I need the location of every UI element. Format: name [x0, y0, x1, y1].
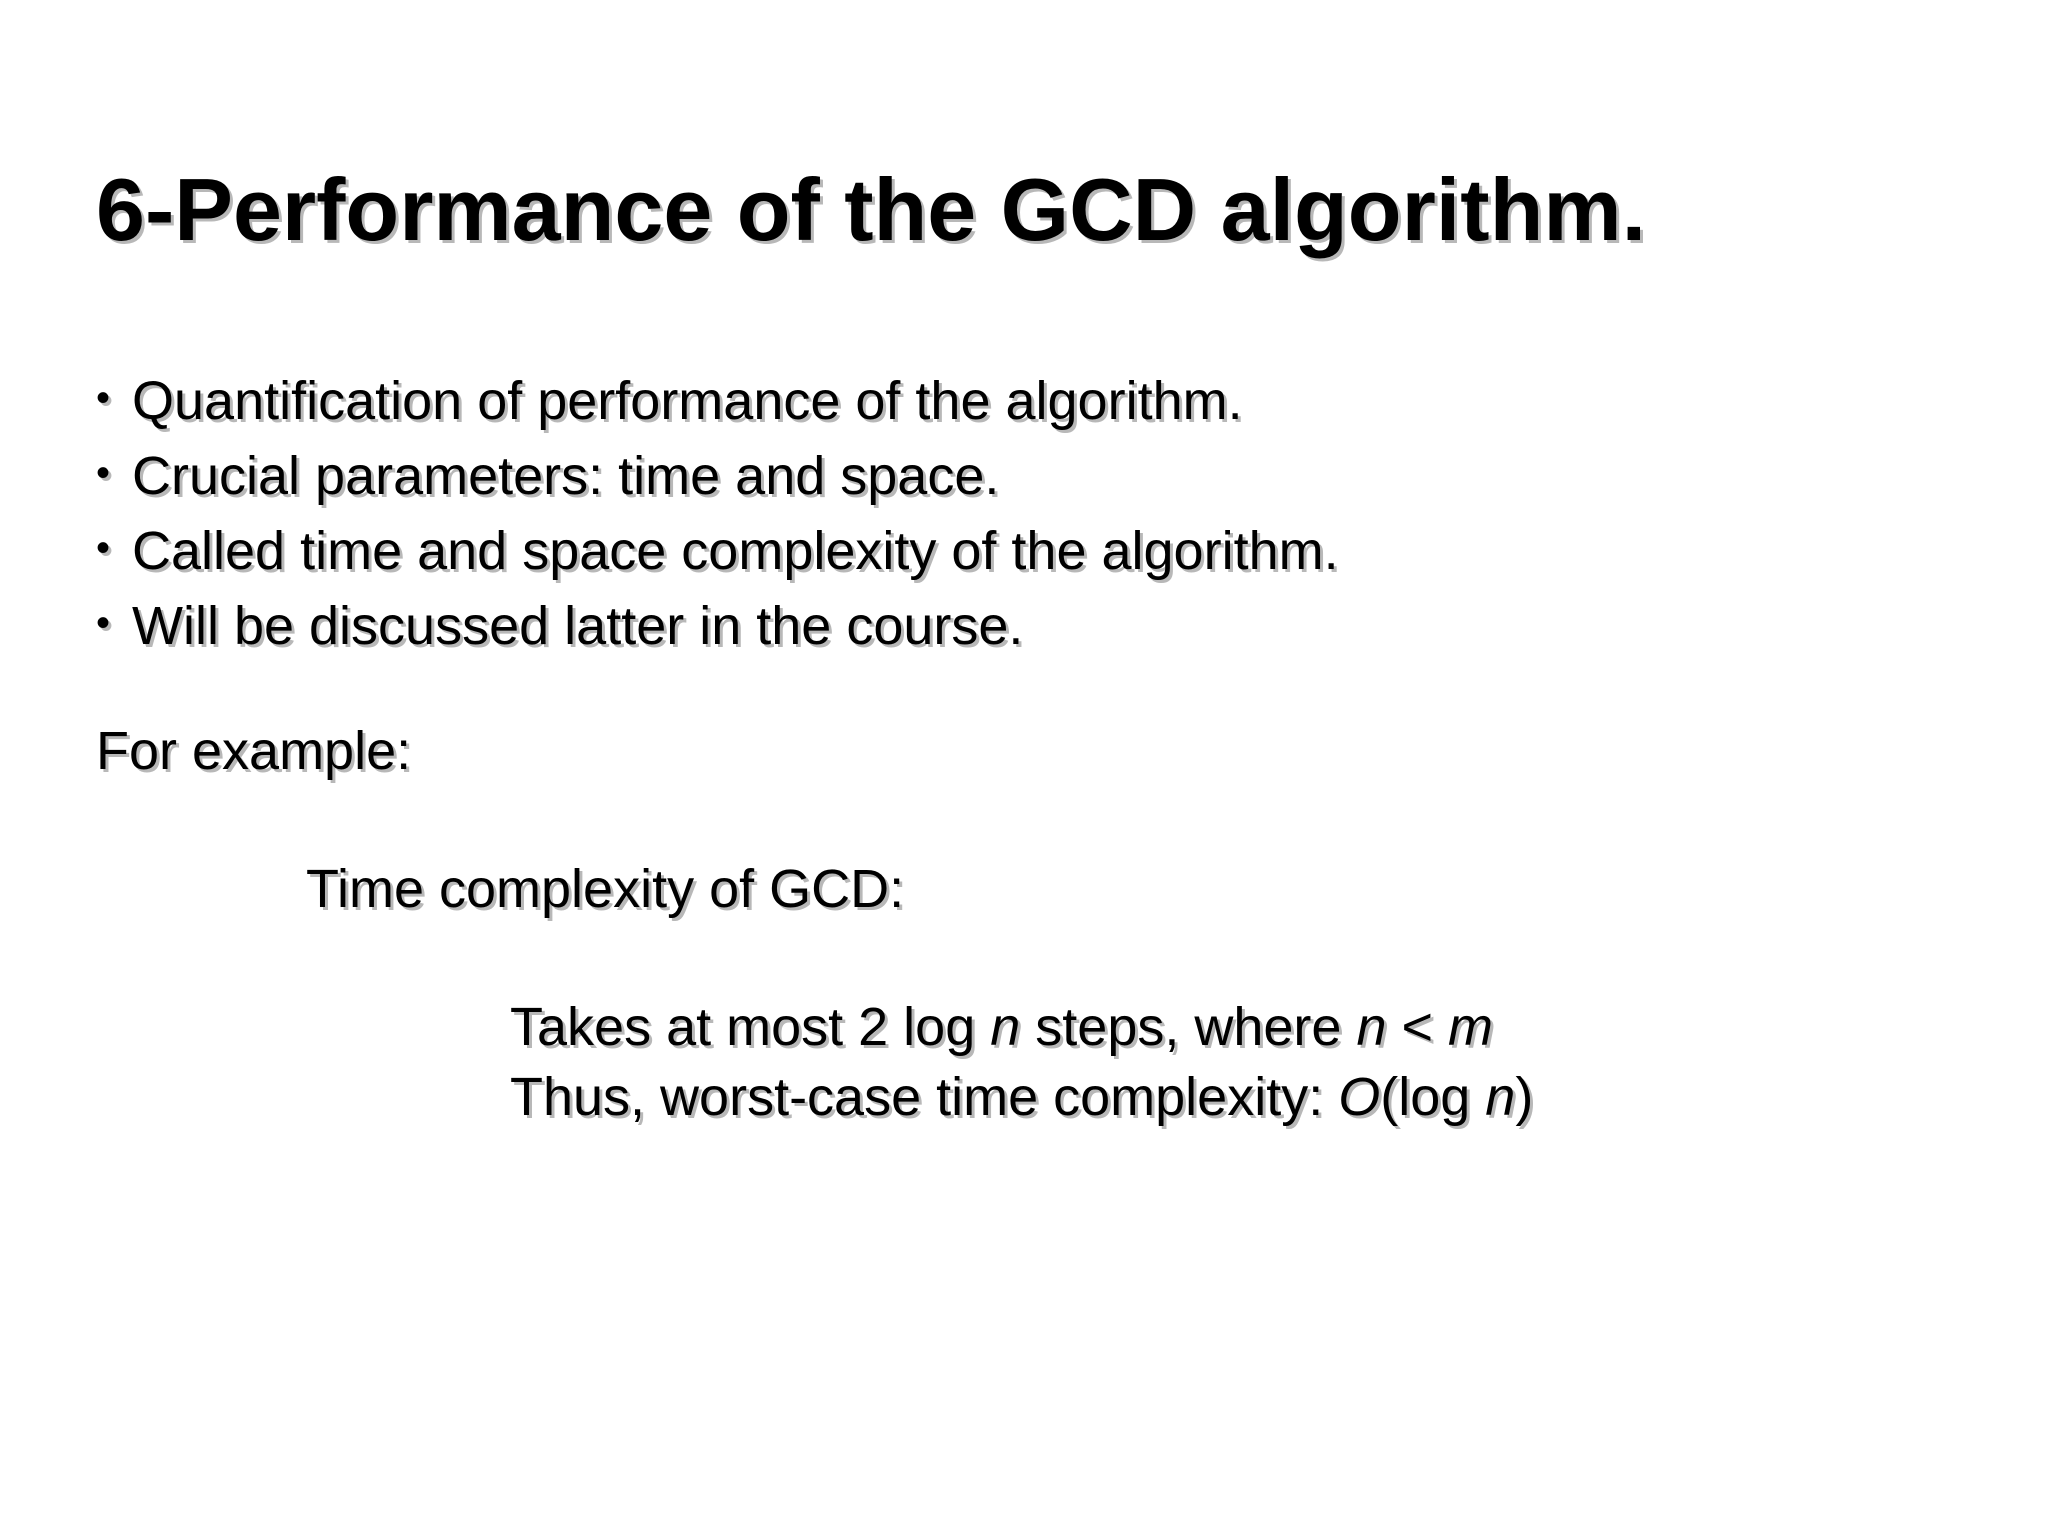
- bullet-item: [96, 591, 1339, 666]
- bullet-item: [96, 366, 1339, 441]
- bullet-text: Quantification of performance of the algorithm.: [132, 371, 1243, 431]
- text-fragment: Thus, worst-case time complexity:: [510, 1067, 1339, 1127]
- math-variable: O: [1338, 1067, 1381, 1127]
- text-fragment: steps, where: [1020, 997, 1357, 1057]
- bullet-text: Crucial parameters: time and space.: [132, 446, 1000, 506]
- bullet-text: Called time and space complexity of the algorithm.: [132, 521, 1339, 581]
- bullet-text: Will be discussed latter in the course.: [132, 596, 1024, 656]
- steps-statement: [510, 992, 1493, 1062]
- text-fragment: <: [1386, 997, 1449, 1057]
- bullet-dot-icon: •: [96, 451, 111, 495]
- bullet-item: [96, 516, 1339, 591]
- slide-title: 6-Performance of the GCD algorithm.: [96, 160, 1647, 259]
- worst-case-statement: [510, 1062, 1533, 1132]
- math-variable: n: [1356, 997, 1387, 1057]
- time-complexity-heading: Time complexity of GCD:: [306, 859, 905, 919]
- math-variable: n: [1485, 1067, 1516, 1127]
- bullet-dot-icon: •: [96, 376, 111, 420]
- text-fragment: Takes at most 2 log: [510, 997, 991, 1057]
- bullet-list: [96, 366, 1339, 666]
- math-variable: m: [1448, 997, 1494, 1057]
- example-label: For example:: [96, 721, 412, 781]
- text-fragment: (log: [1380, 1067, 1486, 1127]
- bullet-dot-icon: •: [96, 526, 111, 570]
- bullet-dot-icon: •: [96, 601, 111, 645]
- math-variable: n: [990, 997, 1021, 1057]
- text-fragment: ): [1515, 1067, 1534, 1127]
- bullet-item: [96, 441, 1339, 516]
